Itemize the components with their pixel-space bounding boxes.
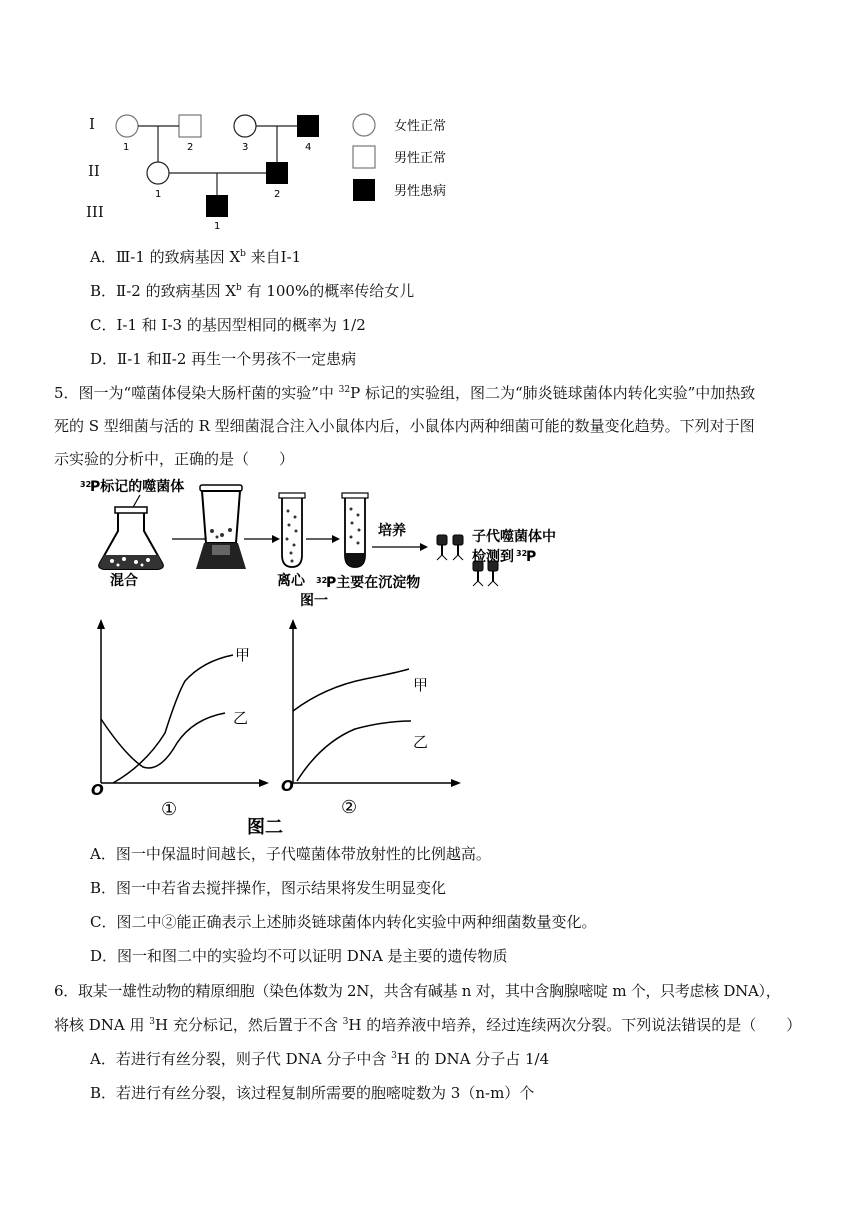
figure-2-caption: 图二 bbox=[247, 817, 283, 838]
centrifuge-label: 离心 bbox=[277, 573, 305, 589]
labeled-phage-label: P标记的噬菌体 bbox=[90, 479, 185, 495]
generation-label-I: I bbox=[89, 115, 95, 133]
generation-label-III: III bbox=[86, 203, 104, 221]
q6-stem-line1: 6．取某一雄性动物的精原细胞（染色体数为 2N，共含有碱基 n 对，其中含胸腺嘧啶 m 个，只考虑核 DNA）， bbox=[54, 982, 781, 1000]
chart1-origin: O bbox=[91, 781, 104, 799]
pedigree-number: 1 bbox=[155, 189, 162, 200]
test-tube-precipitate-icon bbox=[342, 493, 368, 567]
q4-option-a: A．Ⅲ-1 的致病基因 $X^b$ 来自Ⅰ-1 bbox=[90, 248, 302, 266]
q5-stem-line3: 示实验的分析中，正确的是（ ） bbox=[54, 450, 295, 468]
q5-stem-line1: 5．图一为“噬菌体侵染大肠杆菌的实验”中 $^{32}$P 标记的实验组，图二为“肺炎链球菌体内转化实验”中加热致 bbox=[54, 384, 756, 402]
individual-II-1 bbox=[147, 162, 169, 184]
individual-I-1 bbox=[116, 115, 138, 137]
offspring-label-line2: 检测到 bbox=[472, 549, 514, 565]
q6-option-a: A．若进行有丝分裂，则子代 DNA 分子中含 $^3$H 的 DNA 分子占 1/4 bbox=[90, 1050, 550, 1068]
chart2-label: ② bbox=[341, 797, 358, 818]
chart1-label-yi: 乙 bbox=[233, 709, 249, 727]
individual-II-2 bbox=[266, 162, 288, 184]
q4-option-d: D．Ⅱ-1 和Ⅱ-2 再生一个男孩不一定患病 bbox=[90, 350, 357, 368]
blender-icon bbox=[196, 485, 246, 569]
svg-text:32: 32 bbox=[80, 480, 92, 489]
flask-icon bbox=[99, 507, 163, 569]
q6-option-b: B．若进行有丝分裂，该过程复制所需要的胞嘧啶数为 3（n-m）个 bbox=[90, 1084, 535, 1102]
chart2-curve-jia bbox=[293, 669, 409, 711]
pedigree-number: 3 bbox=[242, 142, 249, 153]
q6-stem-line2: 将核 DNA 用 $^3$H 充分标记，然后置于不含 $^3$H 的培养液中培养，经过连续两次分裂。下列说法错误的是（ ） bbox=[54, 1016, 802, 1034]
q4-option-c: C．I-1 和 I-3 的基因型相同的概率为 1/2 bbox=[90, 316, 366, 334]
svg-text:32: 32 bbox=[516, 549, 528, 558]
pedigree-chart bbox=[80, 105, 480, 230]
individual-I-2 bbox=[179, 115, 201, 137]
chart2-origin: O bbox=[281, 777, 294, 795]
chart1-label: ① bbox=[161, 799, 178, 820]
svg-text:P: P bbox=[526, 549, 537, 565]
individual-III-1 bbox=[206, 195, 228, 217]
q4-option-b: B．Ⅱ-2 的致病基因 $X^b$ 有 100%的概率传给女儿 bbox=[90, 282, 415, 300]
chart1-label-jia: 甲 bbox=[235, 646, 251, 664]
chart1-curve-yi bbox=[101, 713, 225, 768]
svg-text:32: 32 bbox=[316, 576, 328, 585]
pedigree-number: 1 bbox=[214, 221, 221, 230]
pedigree-number: 2 bbox=[274, 189, 281, 200]
legend-male-normal: 男性正常 bbox=[394, 151, 447, 166]
chart2-label-jia: 甲 bbox=[413, 676, 429, 694]
culture-label: 培养 bbox=[378, 523, 406, 539]
legend-male-affected: 男性患病 bbox=[394, 184, 447, 199]
mix-label: 混合 bbox=[110, 573, 138, 589]
individual-I-4 bbox=[297, 115, 319, 137]
legend-female-normal: 女性正常 bbox=[394, 119, 447, 134]
offspring-label-line1: 子代噬菌体中 bbox=[472, 529, 556, 545]
figure-1-phage-experiment bbox=[80, 475, 580, 610]
q5-option-c: C．图二中②能正确表示上述肺炎链球菌体内转化实验中两种细菌数量变化。 bbox=[90, 913, 597, 931]
legend-male-affected-icon bbox=[353, 179, 375, 201]
chart2-curve-yi bbox=[297, 721, 411, 781]
chart1-curve-jia bbox=[113, 655, 233, 783]
generation-label-II: II bbox=[88, 162, 100, 180]
precipitate-label: P主要在沉淀物 bbox=[326, 575, 421, 591]
chart2-label-yi: 乙 bbox=[413, 733, 429, 751]
q5-option-a: A．图一中保温时间越长，子代噬菌体带放射性的比例越高。 bbox=[90, 845, 491, 863]
q5-stem-line2: 死的 S 型细菌与活的 R 型细菌混合注入小鼠体内后，小鼠体内两种细菌可能的数量变化趋势。下列对于图 bbox=[54, 417, 755, 435]
test-tube-icon bbox=[279, 493, 305, 567]
figure-2-bacteria-curves bbox=[85, 615, 465, 840]
q5-option-d: D．图一和图二中的实验均不可以证明 DNA 是主要的遗传物质 bbox=[90, 947, 508, 965]
pedigree-number: 4 bbox=[305, 142, 312, 153]
individual-I-3 bbox=[234, 115, 256, 137]
pedigree-number: 2 bbox=[187, 142, 194, 153]
figure-1-caption: 图一 bbox=[300, 593, 328, 609]
pedigree-number: 1 bbox=[123, 142, 130, 153]
legend-male-normal-icon bbox=[353, 146, 375, 168]
legend-female-normal-icon bbox=[353, 114, 375, 136]
q5-option-b: B．图一中若省去搅拌操作，图示结果将发生明显变化 bbox=[90, 879, 447, 897]
